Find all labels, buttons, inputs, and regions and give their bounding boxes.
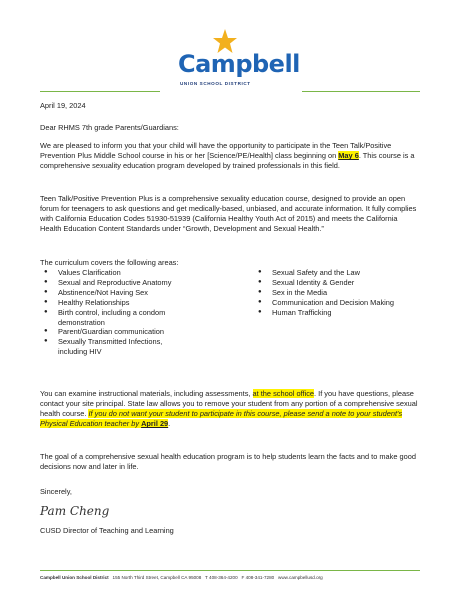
opt-out-text-3: . — [168, 419, 171, 429]
intro-text-1: We are pleased to inform you that your child will have the opportunity to participate in the Teen Talk/Positive Prevention Plus Middle School course in his or her [Science/PE/Health] class beginning on — [40, 141, 392, 161]
list-item: ● Sexually Transmitted Infections, including HIV — [40, 337, 168, 357]
list-item: ● Sex in the Media — [254, 288, 424, 298]
list-item: ● Birth control, including a condom demonstration — [40, 308, 178, 328]
school-office-highlight: at the school office — [252, 389, 315, 398]
footer-rule — [40, 570, 420, 571]
signature: Pam Cheng — [40, 504, 110, 518]
list-item: ● Values Clarification — [40, 268, 230, 278]
footer-org: Campbell Union School District — [40, 575, 109, 580]
footer — [40, 575, 420, 580]
closing: Sincerely, — [40, 487, 72, 496]
intro-text-2: . This course is a comprehensive sexuality education program developed by trained professionals in this field. — [40, 151, 415, 171]
footer-address: 155 North Third Street, Campbell CA 95008 — [112, 575, 202, 580]
footer-website[interactable]: www.campbellusd.org — [278, 575, 323, 580]
district-logo — [178, 28, 300, 98]
topics-list-left — [40, 268, 230, 357]
goal-paragraph: The goal of a comprehensive sexual health education program is to help students learn the facts and to make good decisions now and later in life. — [40, 452, 416, 472]
logo-wordmark: Campbell — [178, 50, 300, 78]
list-item: ● Parent/Guardian communication — [40, 327, 230, 337]
list-item: ● Abstinence/Not Having Sex — [40, 288, 230, 298]
salutation: Dear RHMS 7th grade Parents/Guardians: — [40, 123, 179, 132]
header-rule-left — [40, 91, 160, 92]
footer-fax: F 408-341-7280 — [241, 575, 275, 580]
list-item: ● Sexual and Reproductive Anatomy — [40, 278, 230, 288]
opt-out-text-1: You can examine instructional materials, including assessments, — [40, 389, 253, 398]
header-rule-right — [302, 91, 420, 92]
opt-out-paragraph — [40, 389, 420, 429]
opt-out-text-2: . If you have questions, please contact your site principal. State law allows you to remove your student from any portion of a comprehensive sexual health course. — [40, 389, 418, 419]
letter-date: April 19, 2024 — [40, 101, 86, 110]
topics-list-right — [254, 268, 424, 318]
list-item: ● Sexual Identity & Gender — [254, 278, 424, 288]
opt-out-instructions-highlight: If you do not want your student to participate in this course, please send a note to your student's Physical Education teacher by — [40, 409, 403, 429]
list-item: ● Healthy Relationships — [40, 298, 230, 308]
list-item: ● Human Trafficking — [254, 308, 424, 318]
curriculum-intro: The curriculum covers the following areas: — [40, 258, 179, 267]
footer-phone: T 408-364-4200 — [205, 575, 238, 580]
list-item: ● Communication and Decision Making — [254, 298, 412, 308]
intro-paragraph — [40, 141, 420, 171]
list-item: ● Sexual Safety and the Law — [254, 268, 424, 278]
signer-title: CUSD Director of Teaching and Learning — [40, 526, 174, 535]
start-date-highlight: May 6 — [338, 151, 359, 161]
course-description-paragraph: Teen Talk/Positive Prevention Plus is a comprehensive sexuality education course, designed to provide an open forum for teenagers to ask questions and get medically-based, unbiased, and accurate information. It fully complies with California Education Codes 51930-51939 (California Healthy Youth Act of 2015) and meets the California Health Education Content Standards under “Growth, Development and Sexual Health.” — [40, 194, 417, 234]
logo-subtitle: UNION SCHOOL DISTRICT — [180, 81, 251, 86]
deadline-highlight: April 29 — [141, 419, 169, 429]
